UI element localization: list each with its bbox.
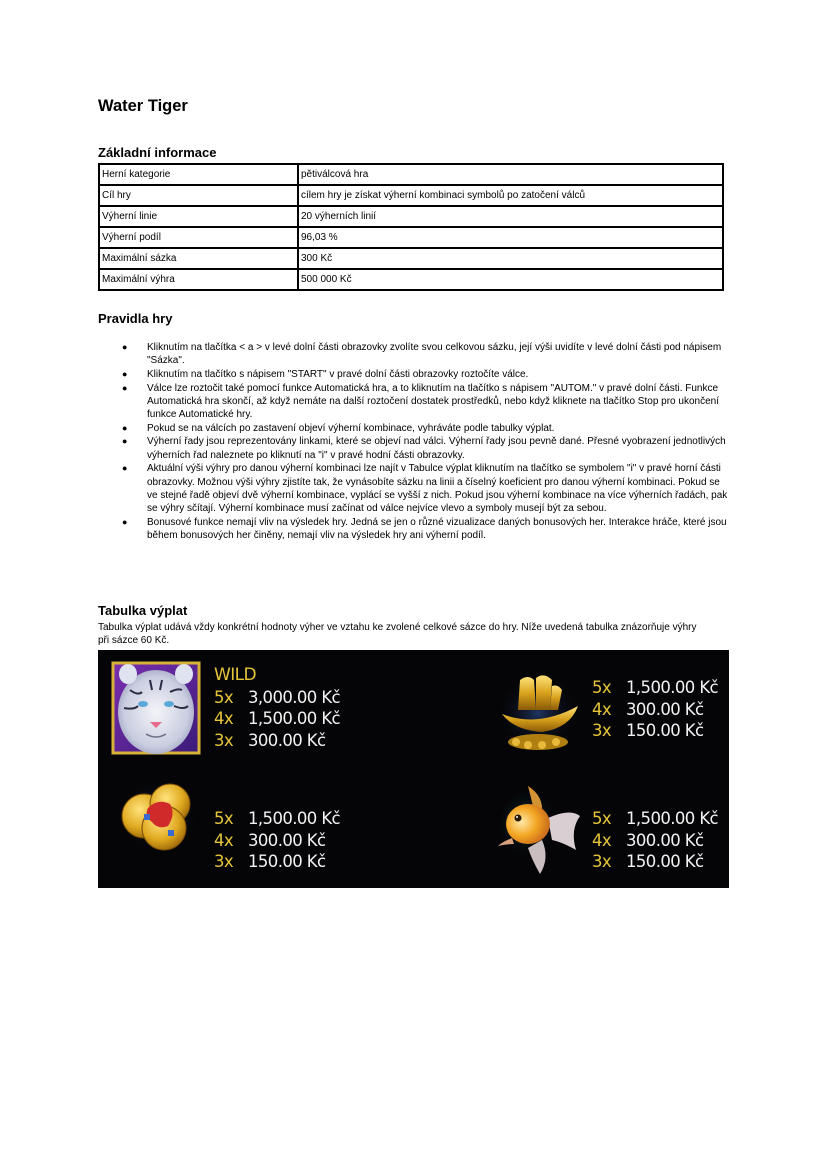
payout-amount: 150.00 Kč [626,721,704,740]
bullet-icon: ● [122,342,128,352]
payout-amount: 3,000.00 Kč [248,687,341,707]
bullet-icon: ● [122,516,128,527]
bullet-icon: ● [122,368,128,379]
info-key: Cíl hry [99,185,298,206]
rule-text: Výherní řady jsou reprezentovány linkami, které se objeví nad válci. Výherní řady jsou pevně dané. Přesné vyobrazení jednotlivých výherních řad naleznete po kliknutí na "i" v pravé hodní části obrazovky. [147,436,726,461]
info-key: Maximální výhra [99,269,298,290]
multiplier: 3x [592,852,612,871]
goldfish-icon [498,778,582,878]
paytable-intro: Tabulka výplat udává vždy konkrétní hodnoty výher ve vztahu ke zvolené celkové sázce do hry. Níže uvedená tabulka znázorňuje výhry při sázce 60 Kč. [98,622,697,646]
ship-payouts [592,677,718,742]
payout-amount: 300.00 Kč [248,730,326,750]
coins-payouts [214,808,340,873]
bullet-icon: ● [122,436,128,447]
payout-amount: 1,500.00 Kč [248,809,341,828]
bullet-icon: ● [122,382,128,393]
page-title: Water Tiger [98,97,188,115]
rule-text: Válce lze roztočit také pomocí funkce Automatická hra, a to kliknutím na tlačítko s nápisem "AUTOM." v pravé dolní části. Funkce Automatická hra skončí, až když nemáte na další roztočení dostatek prostředků, nebo když kliknete na tlačítko Stop pro ukončení funkce Automatické hry. [147,382,719,421]
paytable-image [98,650,729,888]
info-value: 20 výherních linií [298,206,723,227]
payout-amount: 1,500.00 Kč [248,709,341,728]
basic-info-heading: Základní informace [98,145,217,160]
bullet-icon: ● [122,422,128,433]
info-value: cílem hry je získat výherní kombinaci symbolů po zatočení válců [298,185,723,206]
table-row [99,185,723,206]
bullet-icon: ● [122,463,128,474]
payout-amount: 1,500.00 Kč [626,809,719,828]
rule-text: Bonusové funkce nemají vliv na výsledek hry. Jedná se jen o různé vizualizace daných bonusových her. Interakce hráče, které jsou během bonusových her činěny, nemají vliv na výsledek hry ani výherní podíl. [147,516,727,541]
info-key: Výherní linie [99,206,298,227]
info-key: Výherní podíl [99,227,298,248]
list-item [98,382,730,422]
table-row [99,248,723,269]
multiplier: 4x [592,699,612,719]
info-key: Maximální sázka [99,248,298,269]
rule-text: Kliknutím na tlačítka < a > v levé dolní části obrazovky zvolíte svou celkovou sázku, její výši uvidíte v levé dolní části pod nápisem "Sázka". [147,342,722,367]
rules-heading: Pravidla hry [98,311,173,326]
paytable-heading: Tabulka výplat [98,603,188,618]
payout-amount: 300.00 Kč [248,830,326,850]
rule-text: Aktuální výši výhry pro danou výherní kombinaci lze najít v Tabulce výplat kliknutím na tlačítko se symbolem "i" v pravé horní části obrazovky. Možnou výši výhry zjistíte tak, že vynásobíte sázku na linii a číselný koeficient pro danou výherní kombinaci. Pokud se ve stejné řadě objeví dvě výherní kombinace, vyplácí se vyšší z nich. Pokud jsou výherní kombinace na více výherních řadách, pak se výhry sčítají. Výherní kombinace musí začínat od válce nejvíce vlevo a symboly musejí být za sebou. [147,463,728,514]
table-row [99,227,723,248]
wild-payouts [214,664,340,751]
wild-label: WILD [214,665,256,685]
gold-coins-icon [118,778,198,854]
table-row [99,164,723,185]
info-key: Herní kategorie [99,164,298,185]
multiplier: 5x [592,809,612,828]
multiplier: 3x [214,730,234,750]
table-row [99,269,723,290]
multiplier: 5x [214,809,234,828]
list-item [98,422,730,435]
payout-amount: 150.00 Kč [248,852,326,871]
basic-info-table [98,163,724,291]
list-item [98,435,730,461]
info-value: pětiválcová hra [298,164,723,185]
rules-list [98,341,730,543]
multiplier: 5x [592,678,612,697]
multiplier: 5x [214,687,234,707]
list-item [98,516,730,542]
multiplier: 4x [214,830,234,850]
golden-ship-icon [494,668,582,754]
rule-text: Kliknutím na tlačítko s nápisem "START" v pravé dolní části obrazovky roztočíte válce. [147,368,529,380]
table-row [99,206,723,227]
list-item [98,368,730,381]
info-value: 96,03 % [298,227,723,248]
multiplier: 3x [214,852,234,871]
info-value: 500 000 Kč [298,269,723,290]
payout-amount: 300.00 Kč [626,830,704,850]
payout-amount: 150.00 Kč [626,852,704,871]
list-item [98,462,730,515]
multiplier: 4x [214,709,234,728]
goldfish-payouts [592,808,718,873]
multiplier: 3x [592,721,612,740]
multiplier: 4x [592,830,612,850]
white-tiger-wild-icon [110,660,202,756]
payout-amount: 1,500.00 Kč [626,678,719,697]
rule-text: Pokud se na válcích po zastavení objeví výherní kombinace, vyhráváte podle tabulky výplat. [147,422,555,434]
payout-amount: 300.00 Kč [626,699,704,719]
info-value: 300 Kč [298,248,723,269]
list-item [98,341,730,367]
